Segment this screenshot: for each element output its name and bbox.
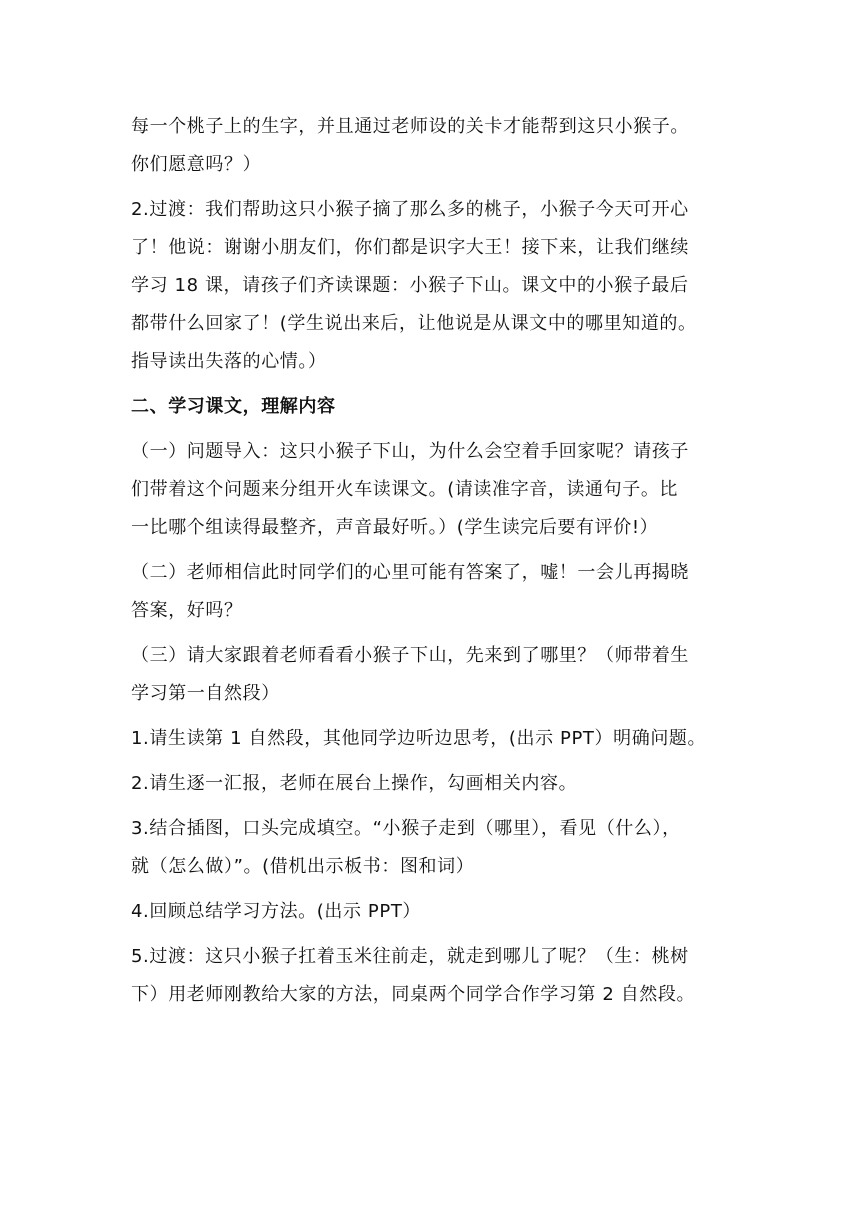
paragraph-gap <box>131 931 741 938</box>
paragraph-gap <box>131 758 741 765</box>
text-line: 学习第一自然段） <box>131 683 280 704</box>
text-line: 下）用老师刚教给大家的方法，同桌两个同学合作学习第 2 自然段。 <box>131 984 696 1005</box>
paragraph-gap <box>131 713 741 720</box>
paragraph-gap <box>131 426 741 433</box>
text-line: 2.请生逐一汇报，老师在展台上操作，勾画相关内容。 <box>131 773 578 794</box>
text-line: 3.结合插图，口头完成填空。“小猴子走到（哪里），看见（什么）， <box>131 818 681 839</box>
paragraph-gap <box>131 547 741 554</box>
section-heading: 二、学习课文，理解内容 <box>131 396 336 417</box>
text-line: 指导读出失落的心情。） <box>131 351 327 372</box>
text-line: （二）老师相信此时同学们的心里可能有答案了，嘘！一会儿再揭晓 <box>131 562 689 583</box>
text-line: 4.回顾总结学习方法。(出示 PPT） <box>131 901 422 922</box>
text-line: 每一个桃子上的生字，并且通过老师设的关卡才能帮到这只小猴子。 <box>131 116 689 137</box>
text-line: 学习 18 课，请孩子们齐读课题：小猴子下山。课文中的小猴子最后 <box>131 275 689 296</box>
document-body <box>131 108 741 1014</box>
paragraph-gap <box>131 381 741 388</box>
paragraph-gap <box>131 886 741 893</box>
text-line: （一）问题导入：这只小猴子下山，为什么会空着手回家呢？请孩子 <box>131 441 689 462</box>
paragraph-gap <box>131 184 741 191</box>
text-line: 就（怎么做）”。(借机出示板书：图和词） <box>131 856 475 877</box>
text-line: 你们愿意吗？） <box>131 154 262 175</box>
text-line: 1.请生读第 1 自然段，其他同学边听边思考，(出示 PPT）明确问题。 <box>131 728 707 749</box>
text-line: 都带什么回家了！(学生说出来后，让他说是从课文中的哪里知道的。 <box>131 313 697 334</box>
text-line: 一比哪个组读得最整齐，声音最好听。）(学生读完后要有评价!） <box>131 517 659 538</box>
text-line: 了！他说：谢谢小朋友们，你们都是识字大王！接下来，让我们继续 <box>131 237 689 258</box>
text-line: 5.过渡：这只小猴子扛着玉米往前走，就走到哪儿了呢？（生：桃树 <box>131 946 689 967</box>
text-line: 答案，好吗？ <box>131 600 243 621</box>
text-line: 们带着这个问题来分组开火车读课文。(请读准字音，读通句子。比 <box>131 479 679 500</box>
text-line: 2.过渡：我们帮助这只小猴子摘了那么多的桃子，小猴子今天可开心 <box>131 199 689 220</box>
paragraph-gap <box>131 803 741 810</box>
text-line: （三）请大家跟着老师看看小猴子下山，先来到了哪里？（师带着生 <box>131 645 689 666</box>
paragraph-gap <box>131 630 741 637</box>
